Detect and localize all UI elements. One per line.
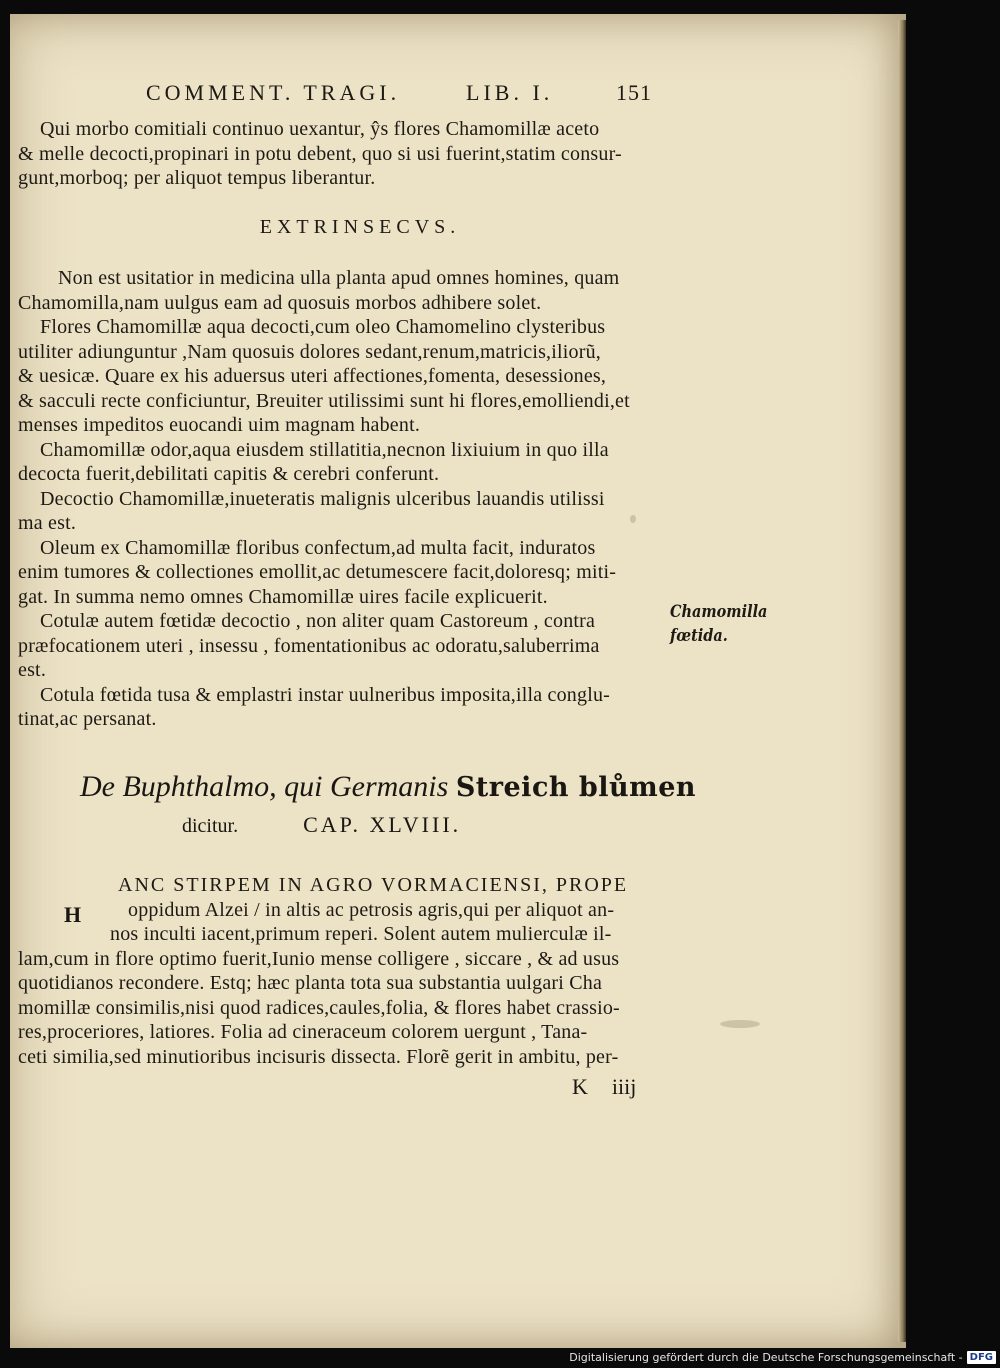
signature-numeral: iiij <box>611 1074 637 1099</box>
signature-letter: K <box>572 1074 588 1099</box>
scan-credit <box>569 1349 996 1365</box>
text-line: Cotulæ autem fœtidæ decoctio , non aliter quam Castoreum , contra <box>40 610 596 632</box>
header-book: LIB. I. <box>466 80 554 105</box>
text-line: utiliter adiunguntur ,Nam quosuis dolores sedant,renum,matricis,iliorũ, <box>18 340 601 363</box>
body-text <box>18 266 673 732</box>
text-line: ma est. <box>18 512 77 534</box>
section-heading: EXTRINSECVS. <box>259 216 461 238</box>
ink-smudge <box>720 1020 760 1028</box>
text-line: res,proceriores, latiores. Folia ad cineraceum colorem uergunt , Tana- <box>18 1021 588 1043</box>
text-line: oppidum Alzei / in altis ac petrosis agris,qui per aliquot an- <box>128 898 615 921</box>
dfg-logo: DFG <box>967 1351 996 1364</box>
scan-credit-text: Digitalisierung gefördert durch die Deutsche Forschungsgemeinschaft - <box>569 1350 963 1364</box>
chapter-subtitle <box>182 812 582 838</box>
text-line: gunt,morboq; per aliquot tempus liberantur. <box>18 167 376 189</box>
chapter-body <box>18 873 673 1069</box>
page-edge <box>898 20 906 1342</box>
text-line: Chamomillæ odor,aqua eiusdem stillatitia,necnon lixiuium in quo illa <box>40 438 609 461</box>
chapter-title-gothic: Streich blůmen <box>455 772 697 803</box>
text-line: Oleum ex Chamomillæ floribus confectum,ad multa facit, induratos <box>40 536 596 559</box>
text-line: præfocationem uteri , insessu , fomentationibus ac odoratu,saluberrima <box>18 634 600 657</box>
text-line: momillæ consimilis,nisi quod radices,caules,folia, & flores habet crassio- <box>18 996 620 1019</box>
text-line: Non est usitatior in medicina ulla planta apud omnes homines, quam <box>58 267 620 289</box>
text-line: ceti similia,sed minutioribus incisuris dissecta. Florẽ gerit in ambitu, per- <box>18 1045 619 1068</box>
margin-note: Chamomilla fœtida. <box>670 602 768 646</box>
text-line: & melle decocti,propinari in potu debent, quo si usi fuerint,statim consur- <box>18 142 622 165</box>
text-line: tinat,ac persanat. <box>18 708 157 730</box>
text-line: decocta fuerit,debilitati capitis & cerebri conferunt. <box>18 463 440 485</box>
text-line: Qui morbo comitiali continuo uexantur, ŷs flores Chamomillæ aceto <box>40 118 600 140</box>
text-line: ANC STIRPEM IN AGRO VORMACIENSI, PROPE <box>118 874 629 896</box>
text-line: & uesicæ. Quare ex his aduersus uteri affectiones,fomenta, desessiones, <box>18 365 607 387</box>
intro-paragraph <box>18 117 673 191</box>
chapter-dicitur: dicitur. <box>182 815 239 837</box>
running-header <box>146 80 652 112</box>
text-line: Decoctio Chamomillæ,inueteratis malignis ulceribus lauandis utilissi <box>40 487 605 510</box>
text-line: Cotula fœtida tusa & emplastri instar uulneribus imposita,illa conglu- <box>40 683 611 706</box>
text-line: menses impeditos euocandi uim magnam habent. <box>18 414 421 436</box>
header-title: COMMENT. TRAGI. <box>146 80 401 105</box>
text-line: & sacculi recte conficiuntur, Breuiter utilissimi sunt hi flores,emolliendi,et <box>18 389 630 412</box>
text-line: Flores Chamomillæ aqua decocti,cum oleo Chamomelino clysteribus <box>40 316 606 338</box>
signature-mark <box>572 1074 636 1100</box>
text-line: nos inculti iacent,primum reperi. Solent autem mulierculæ il- <box>110 923 612 945</box>
text-line: enim tumores & collectiones emollit,ac detumescere facit,doloresq; miti- <box>18 561 617 583</box>
text-line: Chamomilla,nam uulgus eam ad quosuis morbos adhibere solet. <box>18 291 542 314</box>
text-line: quotidianos recondere. Estq; hæc planta tota sua substantia uulgari Cha <box>18 972 603 994</box>
chapter-number: CAP. XLVIII. <box>303 812 462 837</box>
chapter-title-italic: De Buphthalmo, qui Germanis <box>80 770 456 803</box>
page-number: 151 <box>616 80 652 105</box>
text-line: est. <box>18 659 47 681</box>
text-line: gat. In summa nemo omnes Chamomillæ uires facile explicuerit. <box>18 585 548 608</box>
text-line: lam,cum in flore optimo fuerit,Iunio mense colligere , siccare , & ad usus <box>18 947 620 970</box>
initial-letter: H <box>64 902 82 927</box>
chapter-title <box>80 770 697 804</box>
